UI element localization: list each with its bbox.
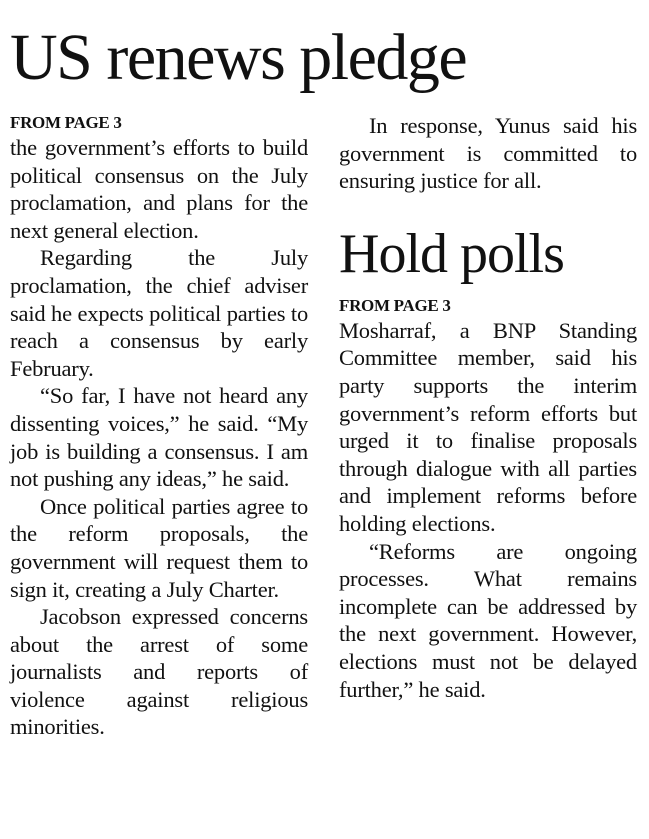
paragraph: the government’s efforts to build political consensus on the July proclamation, and plans for the next general election.: [10, 135, 308, 243]
second-headline: Hold polls: [339, 222, 564, 285]
second-story-body: [339, 317, 637, 703]
paragraph: Jacobson expressed concerns about the arrest of some journalists and reports of violence against religious minorities.: [10, 604, 308, 740]
jump-label-main: FROM PAGE 3: [10, 113, 122, 132]
paragraph: In response, Yunus said his government is committed to ensuring justice for all.: [339, 113, 637, 194]
paragraph: Once political parties agree to the reform proposals, the government will request them to sign it, creating a July Charter.: [10, 493, 308, 602]
paragraph: “Reforms are ongoing processes. What remains incomplete can be addressed by the next government. However, elections must not be delayed further,” he said.: [339, 538, 637, 702]
paragraph: “So far, I have not heard any dissenting voices,” he said. “My job is building a consensus. I am not pushing any ideas,” he said.: [10, 383, 308, 492]
left-column: [10, 112, 308, 741]
main-story-continuation: [339, 112, 637, 195]
paragraph: Mosharraf, a BNP Standing Committee member, said his party supports the interim government’s reform efforts but urged it to finalise proposals through dialogue with all parties and implement reforms before holding elections.: [339, 317, 637, 536]
main-headline: US renews pledge: [10, 21, 467, 94]
right-column: [339, 112, 637, 703]
paragraph: Regarding the July proclamation, the chief adviser said he expects political parties to reach a consensus by early February.: [10, 245, 308, 381]
main-story-body: [10, 134, 308, 741]
jump-label-second: FROM PAGE 3: [339, 295, 451, 315]
